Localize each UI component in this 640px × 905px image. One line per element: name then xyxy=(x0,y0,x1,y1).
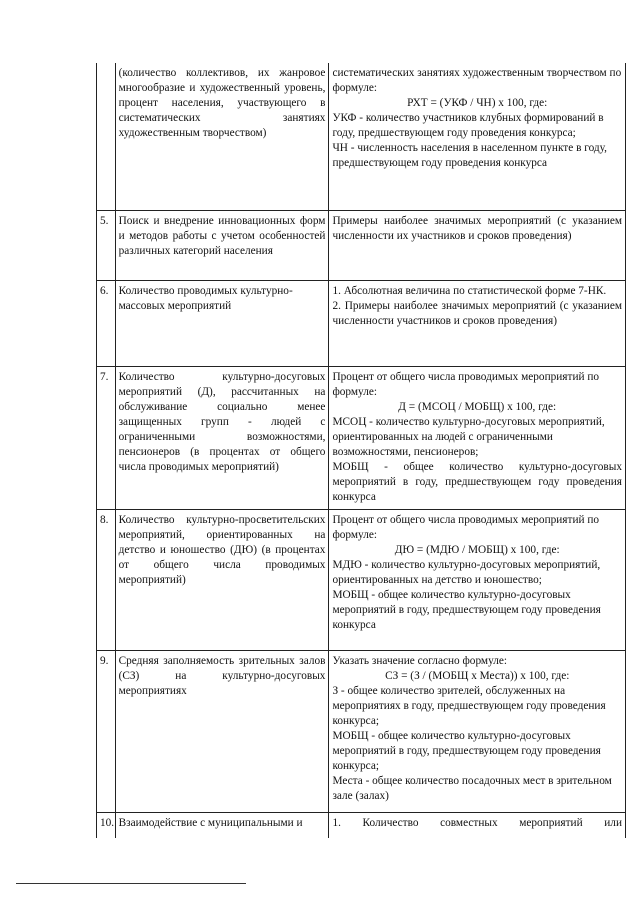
criterion-text: Количество проводимых культурно-массовых мероприятий xyxy=(115,280,329,366)
description-line: систематических занятиях художественным творчеством по формуле: xyxy=(332,67,622,94)
description-line: 1. Абсолютная величина по статистической форме 7-НК. xyxy=(332,284,607,297)
description-line: МСОЦ - количество культурно-досуговых мероприятий, ориентированных на людей с ограниченными возможностями, пенсионеров; xyxy=(332,415,605,458)
description-cell xyxy=(329,210,626,280)
row-number: 6. xyxy=(97,280,116,366)
criterion-text: (количество коллективов, их жанровое многообразие и художественный уровень, процент населения, участвующего в систематических занятиях художественным творчеством) xyxy=(115,63,329,210)
row-number: 5. xyxy=(97,210,116,280)
formula: Д = (МСОЦ / МОБЩ) х 100, где: xyxy=(398,400,557,413)
table-row xyxy=(97,366,626,509)
description-line: 2. Примеры наиболее значимых мероприятий (с указанием численности участников и сроков проведения) xyxy=(332,299,622,327)
criterion-text: Количество культурно-досуговых мероприятий (Д), рассчитанных на обслуживание социально менее защищенных групп - людей с ограниченными возможностями, пенсионеров (в процентах от общего числа проводимых мероприятий) xyxy=(115,366,329,509)
description-line: ЧН - численность населения в населенном пункте в году, предшествующем году проведения конкурса xyxy=(332,142,608,169)
formula: СЗ = (З / (МОБЩ х Места)) х 100, где: xyxy=(385,669,570,682)
description-line: Примеры наиболее значимых мероприятий (с указанием численности их участников и сроков проведения) xyxy=(332,214,622,242)
table-row xyxy=(97,812,626,838)
criterion-text: Количество культурно-просветительских мероприятий, ориентированных на детство и юношество (ДЮ) (в процентах от общего числа проводимых мероприятий) xyxy=(115,509,329,650)
description-line: З - общее количество зрителей, обслуженных на мероприятиях в году, предшествующем году проведения конкурса; xyxy=(332,684,606,727)
criterion-text: Взаимодействие с муниципальными и xyxy=(115,812,329,838)
table-row xyxy=(97,280,626,366)
row-number: 10. xyxy=(97,812,116,838)
row-number: 8. xyxy=(97,509,116,650)
row-number: 9. xyxy=(97,650,116,812)
description-line: МОБЩ - общее количество культурно-досуговых мероприятий в году, предшествующем году проведения конкурса xyxy=(332,588,601,631)
description-cell xyxy=(329,280,626,366)
table-row xyxy=(97,63,626,210)
description-line: Процент от общего числа проводимых мероприятий по формуле: xyxy=(332,370,600,398)
table-row xyxy=(97,210,626,280)
description-cell xyxy=(329,509,626,650)
description-line: МОБЩ - общее количество культурно-досуговых мероприятий в году, предшествующем году проведения конкурса; xyxy=(332,729,601,772)
description-line: МОБЩ - общее количество культурно-досуговых мероприятий в году, предшествующем году проведения конкурса xyxy=(332,460,622,503)
footnote-separator xyxy=(16,883,246,884)
row-number xyxy=(97,63,116,210)
description-cell xyxy=(329,366,626,509)
criteria-table xyxy=(96,63,626,838)
table-row xyxy=(97,650,626,812)
description-cell xyxy=(329,63,626,210)
description-line: Места - общее количество посадочных мест в зрительном зале (залах) xyxy=(332,774,612,802)
description-line: МДЮ - количество культурно-досуговых мероприятий, ориентированных на детство и юношество; xyxy=(332,558,601,586)
description-line: УКФ - количество участников клубных формирований в году, предшествующем году проведения конкурса; xyxy=(332,112,604,139)
criterion-text: Средняя заполняемость зрительных залов (СЗ) на культурно-досуговых мероприятиях xyxy=(115,650,329,812)
formula: РХТ = (УКФ / ЧН) х 100, где: xyxy=(407,97,548,109)
table-row xyxy=(97,509,626,650)
criterion-text: Поиск и внедрение инновационных форм и методов работы с учетом особенностей различных категорий населения xyxy=(115,210,329,280)
description-line: Указать значение согласно формуле: xyxy=(332,654,508,667)
description-cell xyxy=(329,650,626,812)
description-cell xyxy=(329,812,626,838)
row-number: 7. xyxy=(97,366,116,509)
formula: ДЮ = (МДЮ / МОБЩ) х 100, где: xyxy=(394,543,560,556)
description-line: 1. Количество совместных мероприятий или xyxy=(332,816,622,829)
description-line: Процент от общего числа проводимых мероприятий по формуле: xyxy=(332,513,600,541)
